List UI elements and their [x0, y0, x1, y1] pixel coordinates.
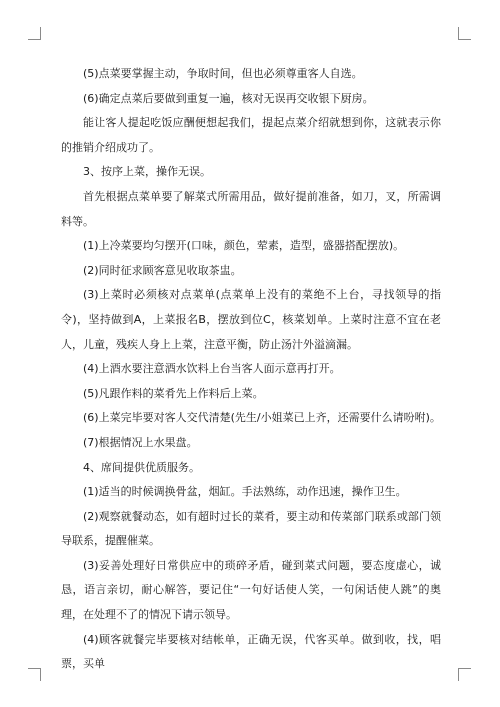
paragraph: 能让客人提起吃饭应酬便想起我们，提起点菜介绍就想到你，这就表示你的推销介绍成功了。 [61, 116, 441, 154]
section-heading: 4、席间提供优质服务。 [83, 460, 200, 474]
crop-mark-top-left [28, 27, 41, 40]
paragraph: (3)妥善处理好日常供应中的琐碎矛盾，碰到菜式问题，要态度虚心，诚恳，语言亲切，耐心解答，要记住“一句好话使人笑，一句闲话使人跳”的奥理，在处理不了的情况下请示领导。 [61, 558, 441, 622]
paragraph: (5)凡跟作料的菜肴先上作料后上菜。 [83, 386, 264, 400]
crop-mark-bottom-right [458, 668, 471, 681]
crop-mark-bottom-left [28, 668, 41, 681]
paragraph: (7)根据情况上水果盘。 [83, 435, 198, 449]
paragraph: (5)点菜要掌握主动，争取时间，但也必须尊重客人自选。 [83, 67, 363, 80]
paragraph: (6)上菜完毕要对客人交代清楚(先生/小姐菜已上齐，还需要什么请吩咐)。 [83, 411, 441, 425]
paragraph: (4)顾客就餐完毕要核对结帐单，正确无误，代客买单。做到收，找，唱票，买单 [61, 632, 441, 671]
paragraph: 首先根据点菜单要了解菜式所需用品，做好提前准备，如刀，叉，所需调料等。 [61, 189, 441, 228]
paragraph: (2)同时征求顾客意见收取茶盅。 [83, 263, 242, 277]
document-body [61, 62, 441, 677]
section-heading: 3、按序上菜，操作无误。 [83, 165, 211, 179]
crop-mark-top-right [458, 27, 471, 40]
paragraph: (1)适当的时候调换骨盆，烟缸。手法熟练，动作迅速，操作卫生。 [83, 485, 407, 499]
paragraph: (6)确定点菜后要做到重复一遍，核对无误再交收银下厨房。 [83, 91, 374, 105]
paragraph: (4)上酒水要注意酒水饮料上台当客人面示意再打开。 [83, 362, 341, 376]
paragraph: (2)观察就餐动态，如有超时过长的菜肴，要主动和传菜部门联系或部门领导联系，提醒催菜。 [61, 509, 441, 548]
paragraph: (3)上菜时必须核对点菜单(点菜单上没有的菜绝不上台，寻找领导的指令)，坚持做到A，上菜报名B，摆放到位C，核菜划单。上菜时注意不宜在老人，儿童，残疾人身上上菜，注意平衡，防止汤汁外溢滴漏。 [61, 288, 441, 351]
paragraph: (1)上冷菜要均匀摆开(口味，颜色，荤素，造型，盛器搭配摆放)。 [83, 239, 405, 253]
